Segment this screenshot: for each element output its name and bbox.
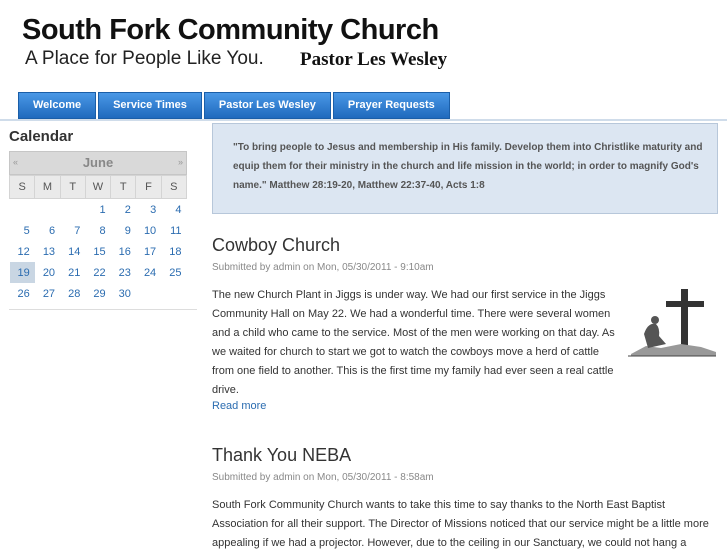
calendar-week bbox=[10, 262, 187, 283]
calendar-day[interactable]: 25 bbox=[169, 266, 182, 279]
calendar-weekday: T bbox=[60, 176, 85, 199]
calendar-weekday: M bbox=[35, 176, 60, 199]
site-header bbox=[0, 0, 727, 90]
calendar-day[interactable]: 8 bbox=[99, 224, 106, 237]
calendar-day[interactable]: 10 bbox=[143, 224, 157, 237]
calendar-week bbox=[10, 220, 187, 241]
calendar-day[interactable]: 24 bbox=[143, 266, 157, 279]
calendar-day[interactable]: 5 bbox=[23, 224, 30, 237]
calendar-day[interactable]: 9 bbox=[124, 224, 131, 237]
calendar-day[interactable]: 29 bbox=[93, 287, 106, 300]
primary-nav bbox=[18, 92, 452, 119]
calendar-day[interactable]: 6 bbox=[48, 224, 56, 237]
calendar-empty-cell bbox=[35, 199, 60, 221]
calendar-weekday: W bbox=[85, 176, 110, 199]
calendar-day[interactable]: 16 bbox=[118, 245, 131, 258]
calendar-title: Calendar bbox=[9, 128, 74, 145]
post-submitted: Submitted by admin on Mon, 05/30/2011 - 8:58am bbox=[212, 472, 434, 483]
mission-statement: "To bring people to Jesus and membership in His family. Develop them into Christlike maturity and equip them for their ministry in the church and life mission in the world; in order to magnify God's name." Matthew 28:19-20, Matthew 22:37-40, Acts 1:8 bbox=[212, 123, 718, 214]
calendar-weekday: F bbox=[136, 176, 161, 199]
calendar-week bbox=[10, 199, 187, 221]
calendar-day[interactable]: 27 bbox=[42, 287, 56, 300]
nav-prayer-requests[interactable]: Prayer Requests bbox=[333, 92, 450, 119]
calendar-day[interactable]: 23 bbox=[118, 266, 131, 279]
calendar-week bbox=[10, 283, 187, 304]
calendar-day[interactable]: 3 bbox=[150, 203, 157, 216]
calendar-header bbox=[9, 151, 187, 175]
calendar-body bbox=[10, 199, 187, 305]
pastor-name: Pastor Les Wesley bbox=[300, 49, 448, 70]
calendar-day[interactable]: 18 bbox=[169, 245, 182, 258]
read-more-link[interactable]: Read more bbox=[212, 400, 267, 412]
calendar-empty-cell bbox=[10, 199, 35, 221]
calendar-day[interactable]: 7 bbox=[74, 224, 81, 237]
post-title[interactable]: Cowboy Church bbox=[212, 235, 341, 255]
nav-welcome[interactable]: Welcome bbox=[18, 92, 96, 119]
calendar-weekday: S bbox=[10, 176, 35, 199]
calendar-grid bbox=[9, 175, 187, 304]
calendar-next-icon[interactable]: » bbox=[177, 157, 183, 167]
post-body: The new Church Plant in Jiggs is under way. We had our first service in the Jiggs Community Hall on May 22. We had a wonderful time. There were several women and a child who came to the service. Most of the men were working on that day. As we waited for church to start we got to watch the cowboys move a herd of cattle from one field to another. This is the first time my family had ever seen a real cattle drive. bbox=[212, 289, 615, 396]
calendar-weekday-row bbox=[10, 176, 187, 199]
sidebar-divider bbox=[9, 309, 197, 310]
site-slogan: A Place for People Like You. bbox=[25, 48, 264, 69]
calendar-day[interactable]: 1 bbox=[99, 203, 106, 216]
calendar-day[interactable]: 17 bbox=[143, 245, 157, 258]
calendar-empty-cell bbox=[161, 283, 186, 304]
post-submitted: Submitted by admin on Mon, 05/30/2011 - 9:10am bbox=[212, 262, 434, 273]
calendar-day[interactable]: 14 bbox=[68, 245, 81, 258]
nav-pastor-les-wesley[interactable]: Pastor Les Wesley bbox=[204, 92, 331, 119]
cross-illustration-icon bbox=[626, 284, 718, 359]
calendar-prev-icon[interactable]: « bbox=[13, 157, 19, 167]
calendar-day[interactable]: 13 bbox=[42, 245, 56, 258]
calendar-weekday: T bbox=[111, 176, 136, 199]
calendar-week bbox=[10, 241, 187, 262]
site-name[interactable]: South Fork Community Church bbox=[22, 14, 439, 46]
calendar-day[interactable]: 19 bbox=[10, 262, 35, 283]
nav-service-times[interactable]: Service Times bbox=[98, 92, 202, 119]
nav-divider bbox=[0, 119, 727, 121]
calendar-month: June bbox=[82, 155, 114, 170]
calendar-day[interactable]: 28 bbox=[68, 287, 81, 300]
calendar-empty-cell bbox=[136, 283, 161, 304]
calendar-day[interactable]: 26 bbox=[17, 287, 30, 300]
calendar-weekday: S bbox=[161, 176, 186, 199]
calendar-day[interactable]: 11 bbox=[170, 224, 182, 237]
sidebar bbox=[9, 126, 199, 304]
calendar-day[interactable]: 21 bbox=[68, 266, 81, 279]
calendar-day[interactable]: 12 bbox=[17, 245, 30, 258]
calendar-day[interactable]: 15 bbox=[93, 245, 106, 258]
post-title[interactable]: Thank You NEBA bbox=[212, 445, 352, 465]
calendar-day[interactable]: 4 bbox=[175, 203, 182, 216]
calendar-day[interactable]: 22 bbox=[93, 266, 106, 279]
calendar-day[interactable]: 30 bbox=[118, 287, 131, 300]
calendar-day[interactable]: 2 bbox=[124, 203, 131, 216]
calendar-day[interactable]: 20 bbox=[42, 266, 56, 279]
post-body: South Fork Community Church wants to take this time to say thanks to the North East Baptist Association for all their support. The Director of Missions noticed that our service might be a little more appealing if we had a projector. However, due to the ceiling in our Sanctuary, we could not hang a bbox=[212, 499, 709, 549]
calendar-empty-cell bbox=[60, 199, 85, 221]
